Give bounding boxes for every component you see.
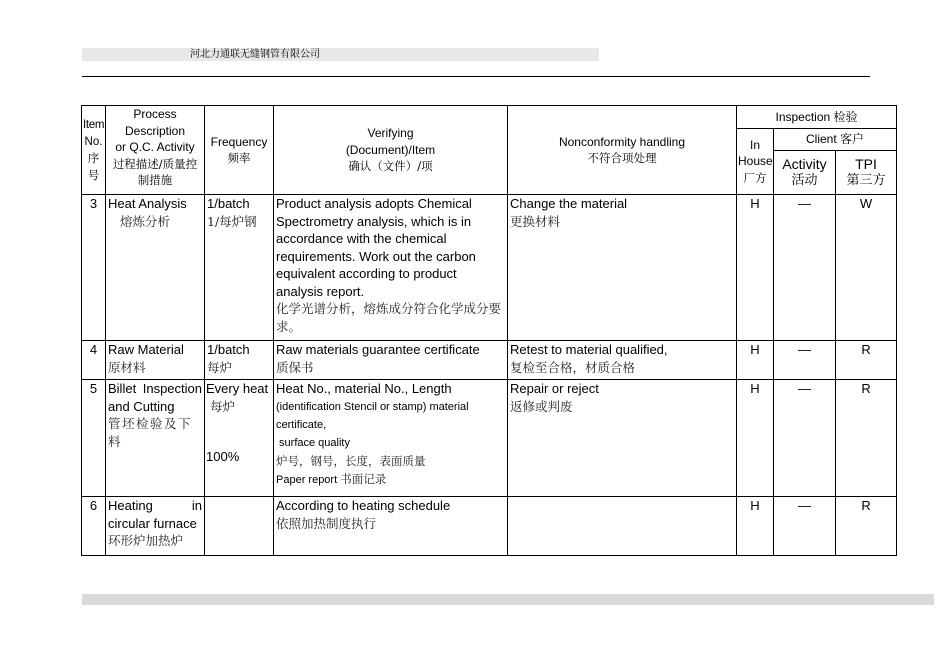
row-in-house: H <box>737 195 774 341</box>
row-activity: — <box>774 341 836 380</box>
table-row <box>82 195 897 341</box>
table-row <box>82 497 897 556</box>
table-row <box>82 380 897 497</box>
row-activity: — <box>774 195 836 341</box>
row-item-no: 4 <box>82 341 106 380</box>
col-item-header: Item No. 序号 <box>82 106 106 195</box>
inspection-plan-table <box>81 105 897 556</box>
row-verifying: According to heating schedule 依照加热制度执行 <box>274 497 508 556</box>
row-tpi: R <box>836 497 897 556</box>
row-activity: — <box>774 380 836 497</box>
col-process-header: Process Description or Q.C. Activity 过程描述/质量控 制措施 <box>106 106 205 195</box>
row-nonconformity: Retest to material qualified, 复检至合格，材质合格 <box>508 341 737 380</box>
col-nonconformity-header: Nonconformity handling 不符合项处理 <box>508 106 737 195</box>
row-process: Heat Analysis 熔炼分析 <box>106 195 205 341</box>
col-frequency-header: Frequency 频率 <box>205 106 274 195</box>
row-item-no: 5 <box>82 380 106 497</box>
row-tpi: R <box>836 380 897 497</box>
row-process: Heating in circular furnace 环形炉加热炉 <box>106 497 205 556</box>
table-row <box>82 341 897 380</box>
row-verifying: Raw materials guarantee certificate 质保书 <box>274 341 508 380</box>
row-verifying: Product analysis adopts Chemical Spectrometry analysis, which is in accordance with the chemical requirements. Work out the carbon equivalent according to product analysis report. 化学光谱分析，熔炼成分符合化学成分要求。 <box>274 195 508 341</box>
row-nonconformity: Repair or reject 返修或判废 <box>508 380 737 497</box>
inspection-group-header: Inspection 检验 <box>737 106 897 129</box>
col-in-house-header: In House 厂方 <box>737 129 774 195</box>
header-band <box>82 48 599 61</box>
col-tpi-header: TPI 第三方 <box>836 151 897 195</box>
footer-bar <box>82 594 934 605</box>
row-frequency: Every heat 每炉 100% <box>205 380 274 497</box>
row-tpi: W <box>836 195 897 341</box>
row-frequency: 1/batch 每炉 <box>205 341 274 380</box>
row-process: Raw Material 原材料 <box>106 341 205 380</box>
row-item-no: 6 <box>82 497 106 556</box>
row-verifying: Heat No., material No., Length (identification Stencil or stamp) material certificate, surface quality 炉号，钢号，长度，表面质量 Paper report 书面记录 <box>274 380 508 497</box>
client-group-header: Client 客户 <box>774 129 897 151</box>
row-frequency: 1/batch 1/每炉钢 <box>205 195 274 341</box>
row-nonconformity <box>508 497 737 556</box>
row-activity: — <box>774 497 836 556</box>
row-frequency <box>205 497 274 556</box>
header-rule <box>82 76 870 77</box>
col-verifying-header: Verifying (Document)/Item 确认（文件）/项 <box>274 106 508 195</box>
row-tpi: R <box>836 341 897 380</box>
row-item-no: 3 <box>82 195 106 341</box>
row-process: Billet Inspection and Cutting 管坯检验及下料 <box>106 380 205 497</box>
col-activity-header: Activity 活动 <box>774 151 836 195</box>
row-in-house: H <box>737 497 774 556</box>
row-in-house: H <box>737 380 774 497</box>
row-nonconformity: Change the material 更换材料 <box>508 195 737 341</box>
row-in-house: H <box>737 341 774 380</box>
company-name: 河北力通联无缝钢管有限公司 <box>190 49 320 60</box>
